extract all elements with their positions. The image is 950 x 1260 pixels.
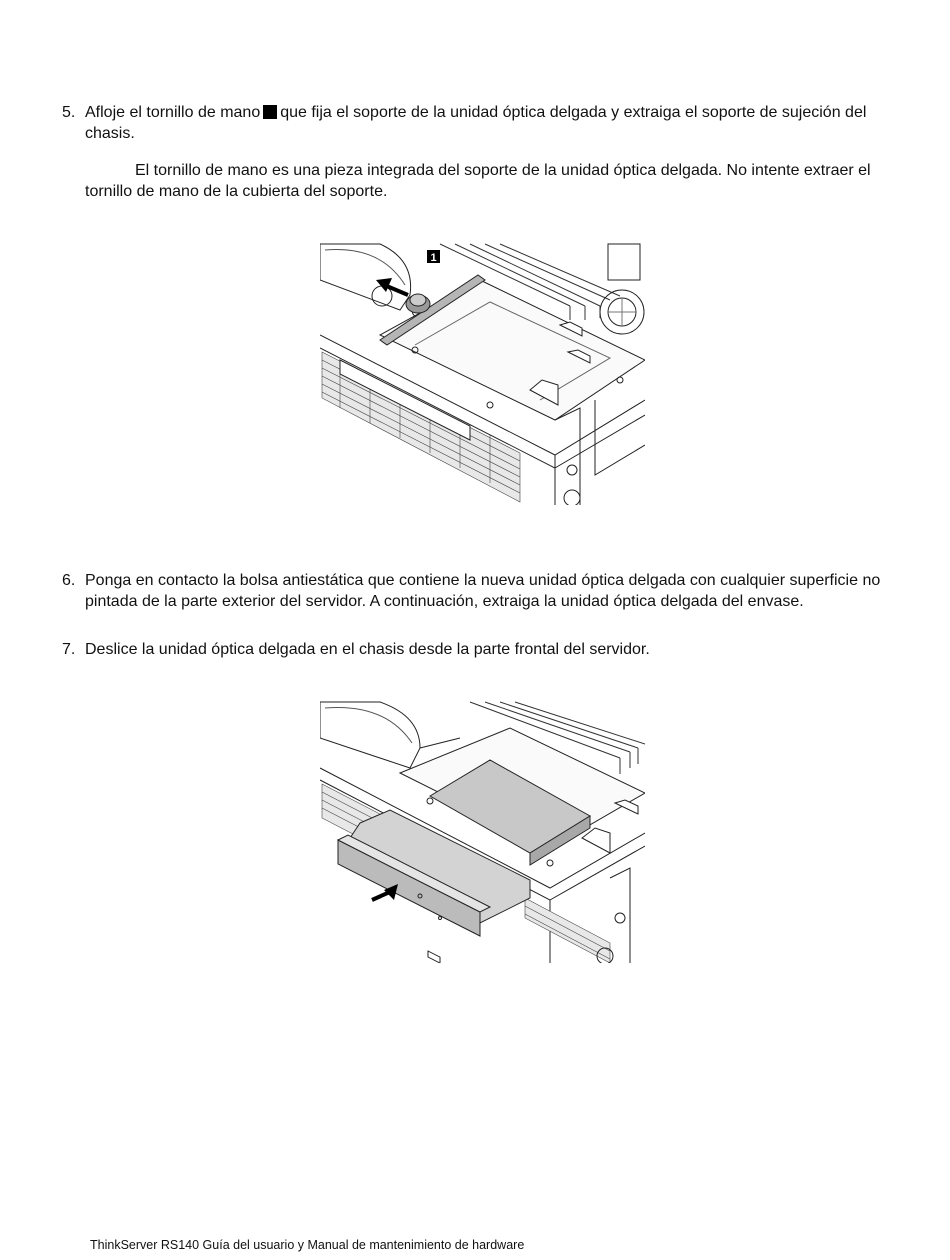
step-text: Ponga en contacto la bolsa antiestática que contiene la nueva unidad óptica delgada con cualquier superficie no pintada de la parte exterior del servidor. A continuación, extraiga la unidad óptica delgada del envase. xyxy=(85,572,881,610)
step-number: 6. xyxy=(62,572,76,589)
step-text: Deslice la unidad óptica delgada en el chasis desde la parte frontal del servidor. xyxy=(85,641,650,658)
callout-label: 1 xyxy=(430,252,437,264)
step-text-part: Afloje el tornillo de mano xyxy=(85,104,261,121)
step-number: 5. xyxy=(62,104,76,121)
step-number: 7. xyxy=(62,641,76,658)
figure-bracket-removal xyxy=(320,240,645,505)
figure-drive-insertion xyxy=(320,698,645,963)
step-text xyxy=(85,102,885,144)
page-footer: ThinkServer RS140 Guía del usuario y Manual de mantenimiento de hardware xyxy=(90,1238,525,1252)
step-text-part: que fija el soporte de la unidad óptica delgada y extraiga el soporte de sujeción del chasis. xyxy=(85,104,867,142)
callout-marker-icon xyxy=(263,105,277,119)
note-text: El tornillo de mano es una pieza integrada del soporte de la unidad óptica delgada. No intente extraer el tornillo de mano de la cubierta del soporte. xyxy=(85,162,871,200)
